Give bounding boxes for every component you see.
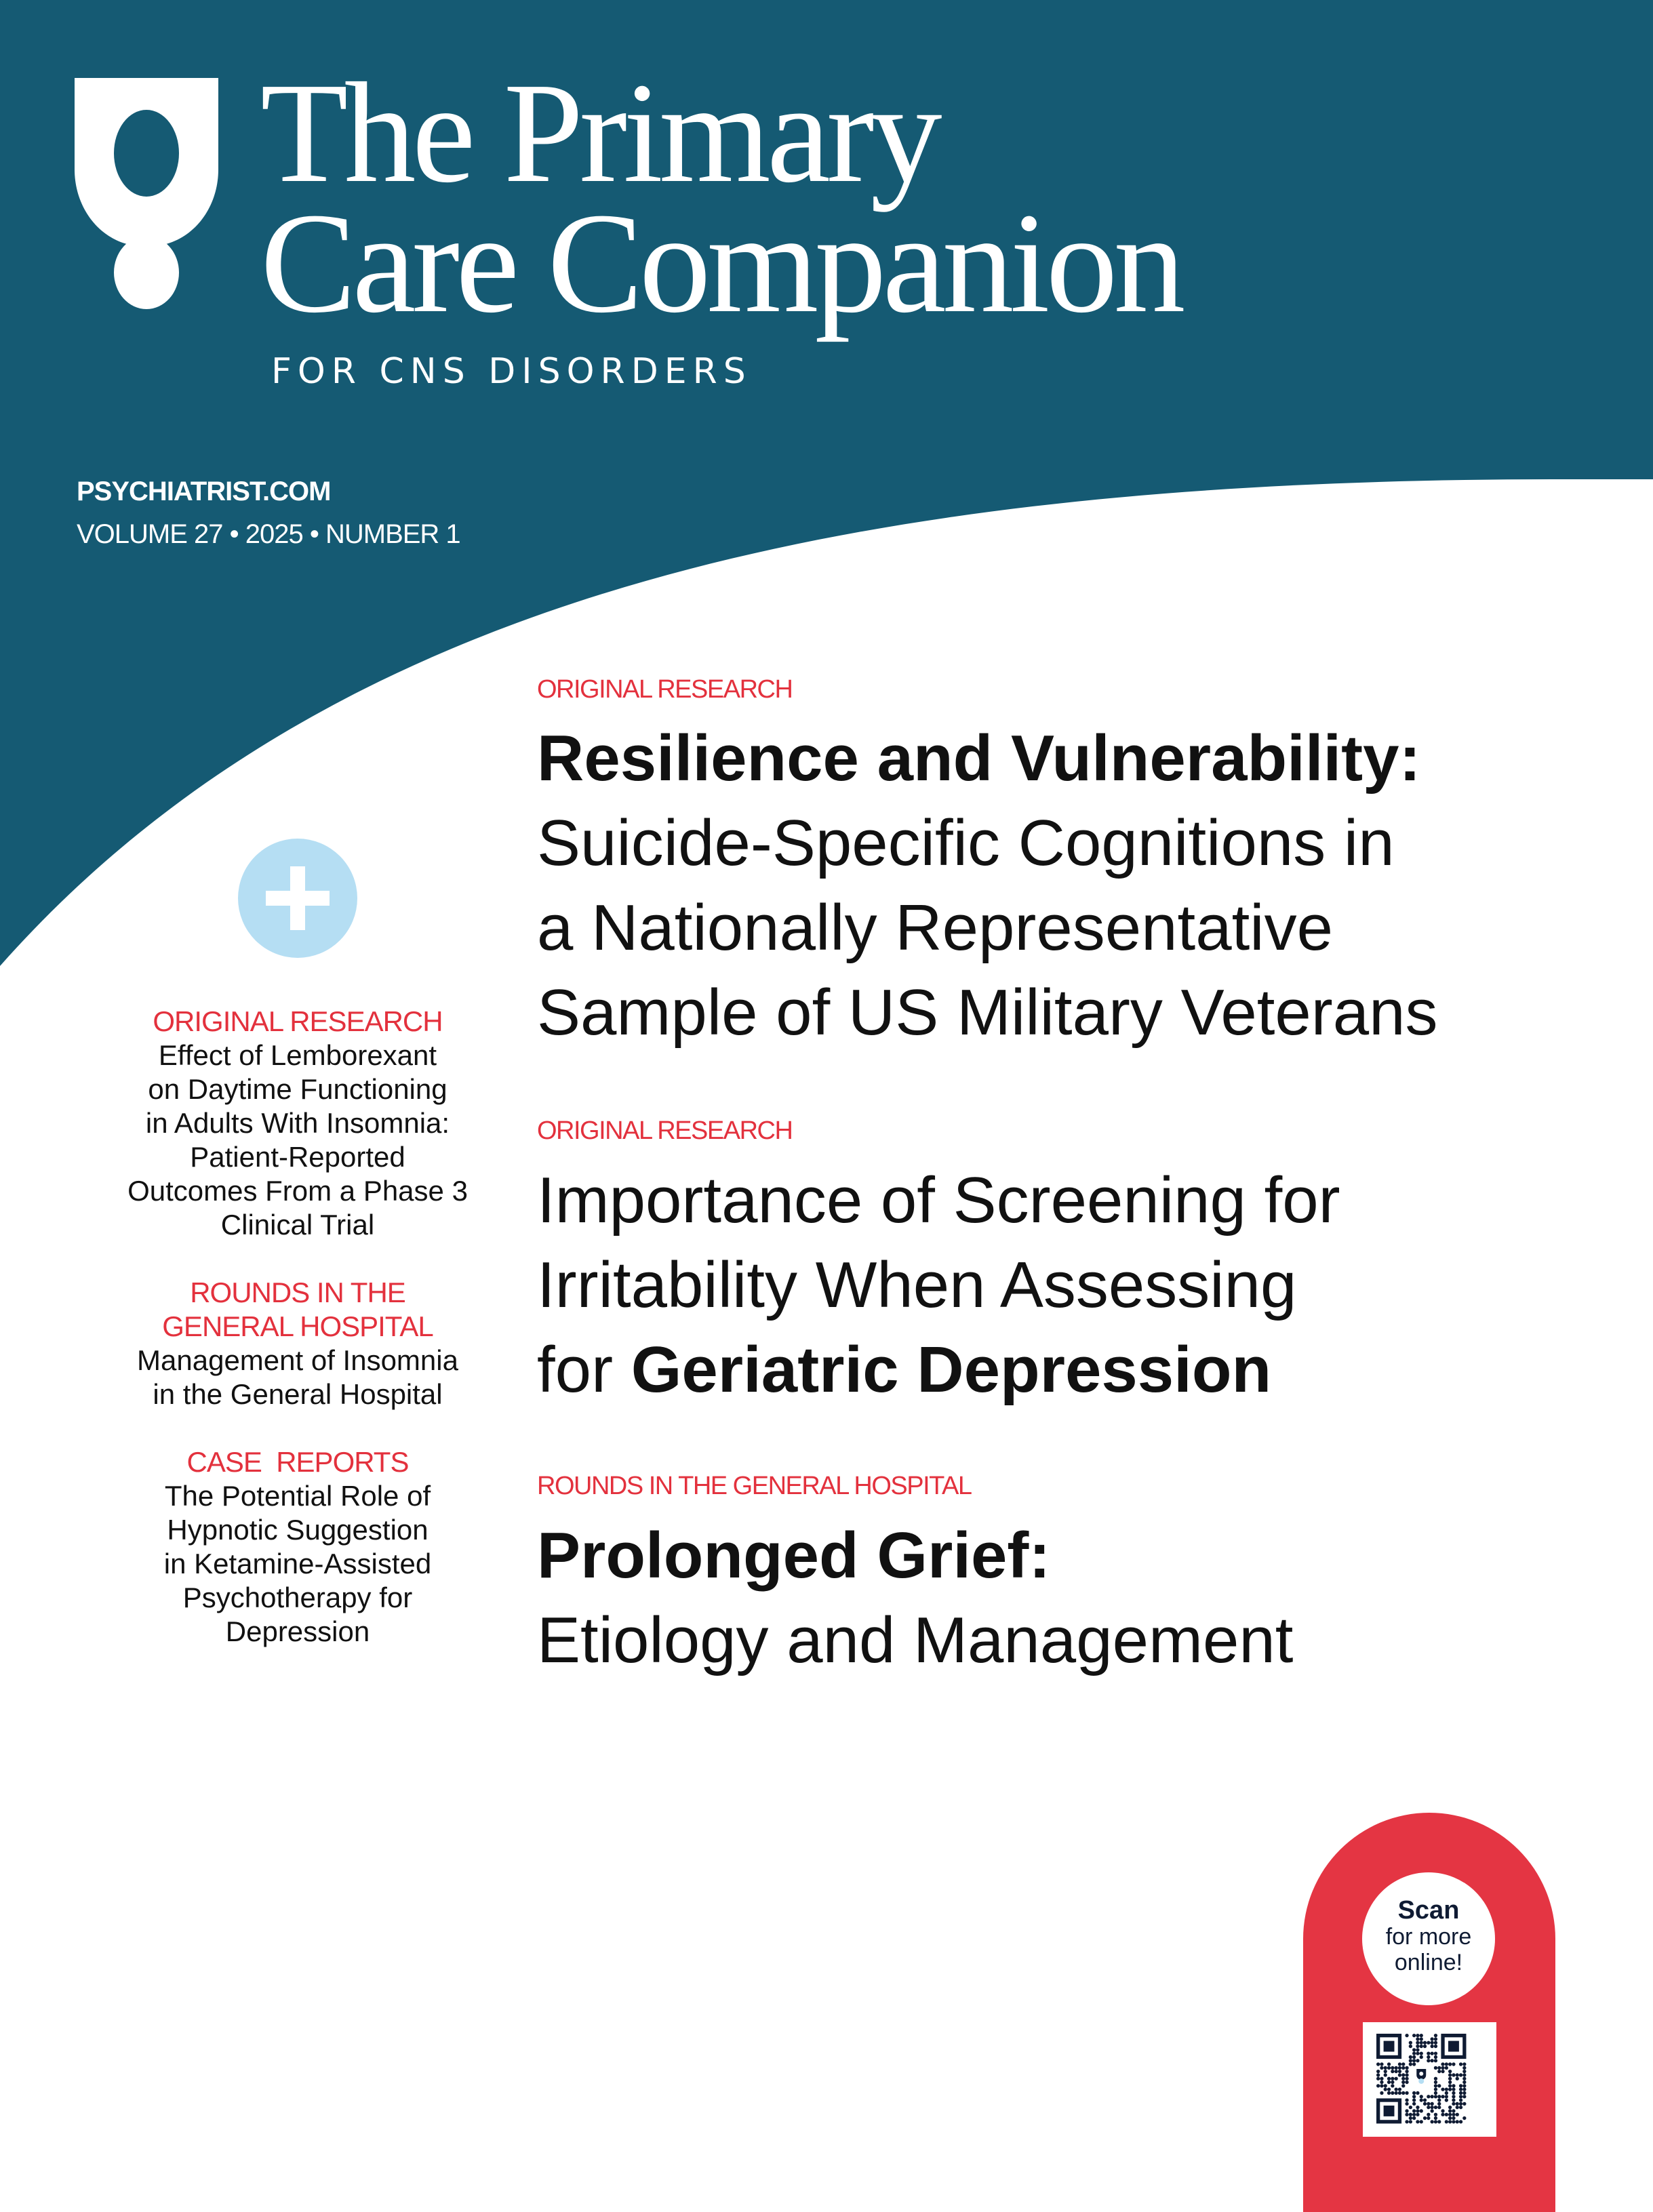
qr-module [1431, 2102, 1434, 2106]
qr-module [1416, 2113, 1419, 2116]
qr-module [1401, 2073, 1405, 2076]
qr-module [1405, 2077, 1408, 2080]
qr-module [1456, 2113, 1459, 2116]
qr-module [1434, 2106, 1437, 2109]
qr-module [1412, 2102, 1416, 2106]
qr-module [1405, 2066, 1408, 2070]
qr-module [1452, 2116, 1455, 2120]
title-segment-bold: Geriatric Depression [631, 1333, 1272, 1406]
qr-module [1434, 2037, 1437, 2040]
qr-module [1416, 2045, 1419, 2048]
qr-module [1398, 2070, 1401, 2073]
qr-module [1412, 2091, 1416, 2095]
qr-module [1420, 2045, 1423, 2048]
qr-module [1445, 2120, 1448, 2123]
journal-title-line1: The Primary [260, 53, 938, 212]
qr-module [1448, 2120, 1452, 2123]
qr-module [1434, 2034, 1437, 2037]
qr-module [1462, 2066, 1466, 2070]
qr-module [1452, 2098, 1455, 2102]
sidebar-line: in Ketamine-Assisted [163, 1548, 432, 1580]
qr-module [1409, 2113, 1412, 2116]
qr-module [1420, 2034, 1423, 2037]
qr-module [1412, 2034, 1416, 2037]
qr-module [1448, 2073, 1452, 2076]
qr-module [1398, 2073, 1401, 2076]
journal-title-line2: Care Companion [260, 183, 1182, 342]
title-line: Irritability When Assessing [537, 1249, 1297, 1321]
qr-module [1376, 2070, 1380, 2073]
qr-module [1405, 2102, 1408, 2106]
qr-module [1405, 2091, 1408, 2095]
article-3-title[interactable] [537, 1513, 1293, 1683]
qr-module [1405, 2113, 1408, 2116]
sidebar-line: Effect of Lemborexant [158, 1039, 437, 1071]
sidebar-line: in Adults With Insomnia: [145, 1107, 450, 1139]
qr-module [1401, 2084, 1405, 2087]
qr-module [1441, 2062, 1444, 2066]
qr-module [1427, 2052, 1430, 2055]
qr-module [1412, 2098, 1416, 2102]
title-line: a Nationally Representative [537, 891, 1333, 964]
qr-module [1448, 2080, 1452, 2084]
qr-module [1420, 2041, 1423, 2045]
article-2-title[interactable] [537, 1158, 1340, 1412]
scan-subtext: for more [1385, 1924, 1472, 1950]
qr-module [1423, 2045, 1427, 2048]
sidebar-line: on Daytime Functioning [148, 1073, 447, 1105]
scan-subtext: online! [1394, 1950, 1463, 1975]
title-line [537, 1327, 1340, 1412]
qr-module [1405, 2034, 1408, 2037]
sidebar-line: Management of Insomnia [137, 1344, 458, 1376]
qr-module [1412, 2113, 1416, 2116]
qr-module [1405, 2080, 1408, 2084]
qr-module [1423, 2102, 1427, 2106]
qr-module [1462, 2088, 1466, 2091]
title-line: Prolonged Grief: [537, 1519, 1051, 1592]
qr-module [1452, 2091, 1455, 2095]
qr-module [1456, 2106, 1459, 2109]
qr-module [1387, 2077, 1391, 2080]
qr-module [1448, 2106, 1452, 2109]
qr-module [1395, 2070, 1398, 2073]
qr-module [1441, 2109, 1444, 2112]
scan-bubble [1362, 1872, 1495, 2005]
qr-module [1459, 2106, 1462, 2109]
qr-module [1416, 2052, 1419, 2055]
qr-module [1452, 2109, 1455, 2112]
qr-module [1448, 2109, 1452, 2112]
qr-module [1409, 2059, 1412, 2062]
qr-module [1395, 2066, 1398, 2070]
qr-module [1427, 2102, 1430, 2106]
qr-module [1391, 2070, 1394, 2073]
website[interactable]: PSYCHIATRIST.COM [77, 477, 331, 506]
qr-module [1384, 2084, 1387, 2087]
qr-module [1412, 2062, 1416, 2066]
qr-module [1448, 2084, 1452, 2087]
qr-module [1405, 2098, 1408, 2102]
qr-module [1459, 2062, 1462, 2066]
qr-module [1456, 2102, 1459, 2106]
article-1-category: ORIGINAL RESEARCH [537, 675, 793, 704]
qr-module [1437, 2106, 1441, 2109]
qr-module [1448, 2088, 1452, 2091]
qr-module [1459, 2095, 1462, 2098]
title-line: Sample of US Military Veterans [537, 976, 1438, 1049]
qr-module [1456, 2073, 1459, 2076]
qr-module [1401, 2091, 1405, 2095]
qr-module [1441, 2113, 1444, 2116]
qr-module [1401, 2080, 1405, 2084]
qr-module [1395, 2088, 1398, 2091]
qr-module [1416, 2034, 1419, 2037]
qr-module [1431, 2095, 1434, 2098]
qr-module [1423, 2098, 1427, 2102]
sidebar-category: GENERAL HOSPITAL [162, 1310, 433, 1342]
qr-module [1445, 2088, 1448, 2091]
qr-module [1434, 2116, 1437, 2120]
qr-module [1416, 2106, 1419, 2109]
qr-module [1420, 2037, 1423, 2040]
qr-module [1401, 2062, 1405, 2066]
qr-module [1412, 2055, 1416, 2059]
qr-module [1434, 2055, 1437, 2059]
qr-module [1445, 2062, 1448, 2066]
qr-module [1376, 2077, 1380, 2080]
qr-module [1462, 2062, 1466, 2066]
qr-module [1412, 2048, 1416, 2051]
qr-module [1462, 2077, 1466, 2080]
qr-module [1437, 2066, 1441, 2070]
sidebar-contents [102, 1005, 494, 1683]
qr-module [1387, 2080, 1391, 2084]
qr-module [1380, 2077, 1383, 2080]
qr-module [1423, 2116, 1427, 2120]
qr-module [1448, 2113, 1452, 2116]
qr-module [1427, 2041, 1430, 2045]
title-line: Importance of Screening for [537, 1164, 1340, 1236]
qr-module [1376, 2062, 1380, 2066]
qr-module [1459, 2098, 1462, 2102]
qr-module [1405, 2109, 1408, 2112]
qr-module [1462, 2091, 1466, 2095]
title-line: Resilience and Vulnerability: [537, 722, 1421, 795]
qr-module [1380, 2080, 1383, 2084]
qr-module [1387, 2066, 1391, 2070]
qr-module [1405, 2070, 1408, 2073]
qr-module [1431, 2106, 1434, 2109]
qr-module [1380, 2084, 1383, 2087]
article-2-category: ORIGINAL RESEARCH [537, 1117, 793, 1145]
qr-module [1420, 2098, 1423, 2102]
qr-module [1387, 2062, 1391, 2066]
qr-module [1437, 2084, 1441, 2087]
sidebar-line: Hypnotic Suggestion [167, 1514, 429, 1546]
qr-module [1431, 2045, 1434, 2048]
qr-module [1391, 2077, 1394, 2080]
qr-module [1412, 2116, 1416, 2120]
title-line: Suicide-Specific Cognitions in [537, 807, 1395, 879]
sidebar-category: CASE REPORTS [186, 1446, 409, 1478]
qr-module [1412, 2109, 1416, 2112]
sidebar-category: ROUNDS IN THE [190, 1276, 405, 1308]
qr-module [1459, 2102, 1462, 2106]
qr-module [1437, 2120, 1441, 2123]
qr-module [1462, 2095, 1466, 2098]
qr-module [1387, 2091, 1391, 2095]
qr-module [1412, 2059, 1416, 2062]
qr-module [1459, 2088, 1462, 2091]
title-line: Etiology and Management [537, 1604, 1294, 1676]
qr-module [1409, 2120, 1412, 2123]
qr-module [1456, 2077, 1459, 2080]
qr-module [1427, 2113, 1430, 2116]
sidebar-line: Depression [225, 1615, 370, 1647]
qr-module [1434, 2084, 1437, 2087]
sidebar-article-3[interactable] [102, 1445, 494, 1649]
qr-module [1452, 2102, 1455, 2106]
qr-module [1462, 2073, 1466, 2076]
qr-module [1437, 2070, 1441, 2073]
qr-module [1445, 2091, 1448, 2095]
qr-module [1420, 2095, 1423, 2098]
qr-module [1391, 2066, 1394, 2070]
qr-module [1416, 2120, 1419, 2123]
qr-module [1420, 2120, 1423, 2123]
sidebar-category: ORIGINAL RESEARCH [153, 1005, 443, 1037]
qr-module [1462, 2116, 1466, 2120]
qr-module [1412, 2095, 1416, 2098]
qr-module [1409, 2116, 1412, 2120]
article-1-title[interactable] [537, 716, 1438, 1055]
qr-module [1412, 2052, 1416, 2055]
qr-module [1395, 2091, 1398, 2095]
sidebar-article-2[interactable] [102, 1276, 494, 1411]
qr-module [1431, 2037, 1434, 2040]
sidebar-line: in the General Hospital [153, 1378, 443, 1410]
qr-module [1445, 2113, 1448, 2116]
qr-module [1452, 2095, 1455, 2098]
qr-module [1434, 2080, 1437, 2084]
qr-module [1420, 2052, 1423, 2055]
qr-module [1427, 2106, 1430, 2109]
qr-module [1384, 2073, 1387, 2076]
qr-module [1416, 2037, 1419, 2040]
title-segment: for [537, 1333, 631, 1406]
qr-module [1459, 2073, 1462, 2076]
qr-module [1416, 2109, 1419, 2112]
journal-subtitle: FOR CNS DISORDERS [271, 351, 752, 392]
qr-module [1434, 2095, 1437, 2098]
qr-module [1398, 2062, 1401, 2066]
qr-module [1401, 2077, 1405, 2080]
qr-module [1452, 2073, 1455, 2076]
qr-module [1420, 2109, 1423, 2112]
qr-module [1409, 2045, 1412, 2048]
qr-module [1434, 2088, 1437, 2091]
qr-module [1462, 2102, 1466, 2106]
qr-module [1376, 2084, 1380, 2087]
qr-module [1431, 2052, 1434, 2055]
sidebar-line: Clinical Trial [220, 1209, 375, 1241]
qr-module [1448, 2070, 1452, 2073]
qr-module [1441, 2088, 1444, 2091]
qr-module [1459, 2091, 1462, 2095]
scan-text: Scan [1397, 1896, 1460, 1925]
qr-module [1416, 2041, 1419, 2045]
qr-module [1420, 2055, 1423, 2059]
qr-module [1391, 2080, 1394, 2084]
qr-module [1434, 2066, 1437, 2070]
qr-module [1434, 2077, 1437, 2080]
article-3-category: ROUNDS IN THE GENERAL HOSPITAL [537, 1472, 972, 1500]
qr-module [1437, 2102, 1441, 2106]
qr-module [1387, 2088, 1391, 2091]
qr-code-icon[interactable] [1363, 2022, 1496, 2137]
qr-module [1384, 2070, 1387, 2073]
qr-module [1427, 2059, 1430, 2062]
qr-module [1384, 2088, 1387, 2091]
qr-module [1434, 2045, 1437, 2048]
qr-module [1391, 2091, 1394, 2095]
qr-module [1427, 2116, 1430, 2120]
qr-module [1431, 2120, 1434, 2123]
qr-module [1452, 2062, 1455, 2066]
qr-module [1441, 2095, 1444, 2098]
qr-module [1459, 2084, 1462, 2087]
qr-module [1405, 2120, 1408, 2123]
qr-module [1431, 2059, 1434, 2062]
qr-module [1409, 2106, 1412, 2109]
qr-module [1434, 2041, 1437, 2045]
qr-module [1431, 2041, 1434, 2045]
qr-module [1434, 2091, 1437, 2095]
qr-module [1445, 2098, 1448, 2102]
qr-module [1445, 2095, 1448, 2098]
qr-module [1376, 2073, 1380, 2076]
qr-module [1409, 2062, 1412, 2066]
qr-module [1452, 2084, 1455, 2087]
qr-module [1462, 2080, 1466, 2084]
qr-module [1462, 2084, 1466, 2087]
qr-module [1380, 2066, 1383, 2070]
qr-module [1398, 2091, 1401, 2095]
qr-module [1416, 2059, 1419, 2062]
qr-module [1398, 2088, 1401, 2091]
qr-module [1448, 2116, 1452, 2120]
qr-module [1434, 2113, 1437, 2116]
qr-module [1448, 2077, 1452, 2080]
qr-module [1401, 2066, 1405, 2070]
qr-module [1405, 2073, 1408, 2076]
qr-module [1416, 2048, 1419, 2051]
qr-module [1423, 2041, 1427, 2045]
qr-module [1434, 2052, 1437, 2055]
qr-module [1395, 2077, 1398, 2080]
qr-module [1441, 2070, 1444, 2073]
sidebar-line: The Potential Role of [164, 1480, 431, 1512]
qr-module [1431, 2109, 1434, 2112]
sidebar-line: Psychotherapy for [182, 1582, 413, 1613]
qr-module [1452, 2120, 1455, 2123]
qr-module [1452, 2113, 1455, 2116]
qr-module [1409, 2055, 1412, 2059]
sidebar-line: Patient-Reported [190, 1141, 405, 1173]
qr-module [1434, 2059, 1437, 2062]
qr-module [1427, 2095, 1430, 2098]
qr-module [1462, 2070, 1466, 2073]
qr-module [1452, 2088, 1455, 2091]
qr-module [1384, 2066, 1387, 2070]
qr-module [1437, 2095, 1441, 2098]
qr-module [1445, 2066, 1448, 2070]
qr-module [1391, 2084, 1394, 2087]
qr-module [1459, 2120, 1462, 2123]
sidebar-article-1[interactable] [102, 1005, 494, 1242]
volume-line: VOLUME 27 • 2025 • NUMBER 1 [77, 519, 460, 549]
qr-module [1434, 2120, 1437, 2123]
qr-module [1416, 2091, 1419, 2095]
qr-module [1398, 2066, 1401, 2070]
sidebar-line: Outcomes From a Phase 3 [127, 1175, 468, 1207]
qr-module [1448, 2062, 1452, 2066]
qr-module [1409, 2041, 1412, 2045]
qr-module [1456, 2120, 1459, 2123]
qr-module [1380, 2091, 1383, 2095]
qr-module [1427, 2055, 1430, 2059]
qr-module [1441, 2066, 1444, 2070]
qr-module [1437, 2098, 1441, 2102]
qr-module [1380, 2062, 1383, 2066]
